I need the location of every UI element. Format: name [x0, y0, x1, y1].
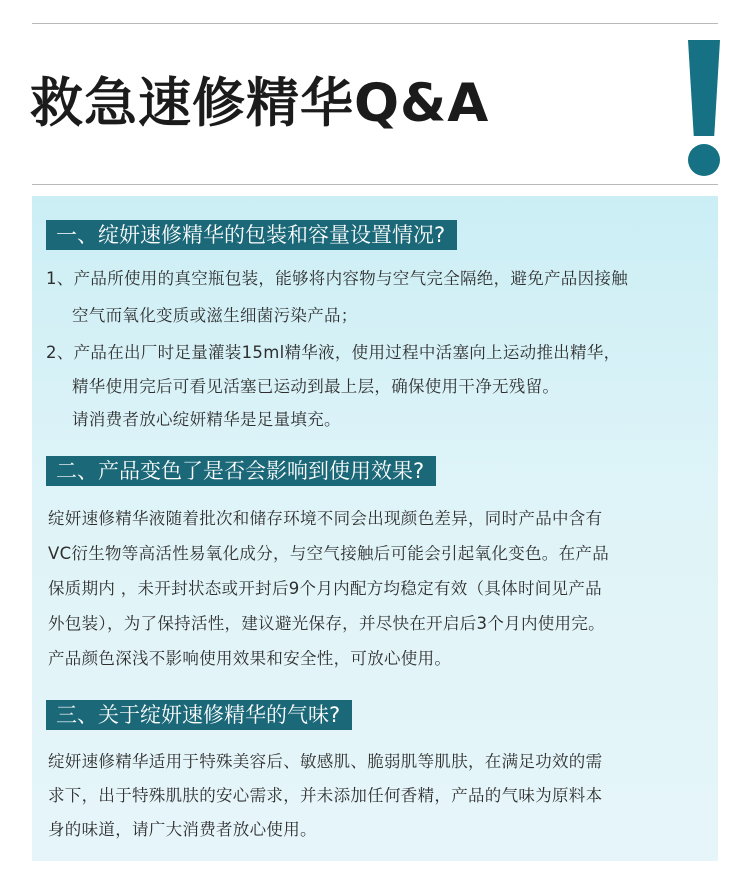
answer-line: 身的味道，请广大消费者放心使用。	[48, 820, 317, 839]
answer-line: 求下，出于特殊肌肤的安心需求，并未添加任何香精，产品的气味为原料本	[48, 786, 603, 805]
answer-line: 保质期内 ，未开封状态或开封后9个月内配方均稳定有效（具体时间见产品	[48, 579, 602, 598]
answer-line: 产品颜色深浅不影响使用效果和安全性，可放心使用。	[48, 649, 452, 668]
question-heading-1: 一、绽妍速修精华的包装和容量设置情况?	[46, 220, 457, 250]
question-heading-3: 三、关于绽妍速修精华的气味?	[46, 700, 352, 730]
exclamation-dot	[688, 144, 720, 176]
question-heading-2: 二、产品变色了是否会影响到使用效果?	[46, 456, 436, 486]
exclamation-bar	[688, 40, 720, 136]
header-divider	[32, 184, 718, 185]
answer-line: VC衍生物等高活性易氧化成分，与空气接触后可能会引起氧化变色。在产品	[48, 544, 610, 563]
exclamation-icon	[688, 40, 720, 176]
answer-line: 请消费者放心绽妍精华是足量填充。	[72, 410, 341, 429]
top-divider	[32, 23, 718, 24]
answer-line: 空气而氧化变质或滋生细菌污染产品；	[72, 306, 358, 325]
answer-line: 绽妍速修精华适用于特殊美容后、敏感肌、脆弱肌等肌肤，在满足功效的需	[48, 752, 603, 771]
answer-line: 2、产品在出厂时足量灌装15ml精华液，使用过程中活塞向上运动推出精华，	[46, 343, 621, 362]
answer-line: 外包装），为了保持活性，建议避光保存，并尽快在开启后3个月内使用完。	[48, 614, 605, 633]
page-title: 救急速修精华Q&A	[30, 73, 490, 134]
answer-line: 绽妍速修精华液随着批次和储存环境不同会出现颜色差异，同时产品中含有	[48, 509, 603, 528]
answer-line: 精华使用完后可看见活塞已运动到最上层，确保使用干净无残留。	[72, 377, 560, 396]
answer-line: 1、产品所使用的真空瓶包装，能够将内容物与空气完全隔绝，避免产品因接触	[46, 269, 628, 288]
